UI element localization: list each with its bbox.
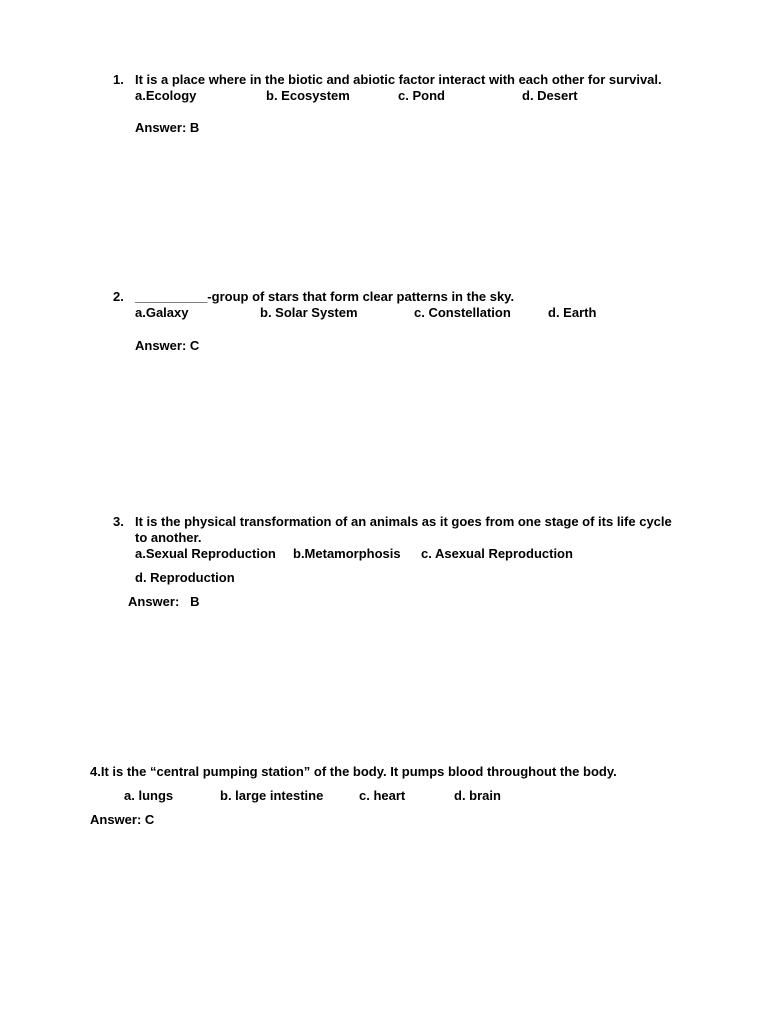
question-number: 2. [113, 289, 124, 304]
option-b: b. large intestine [220, 788, 324, 803]
option-d: d. Desert [522, 88, 578, 103]
option-b: b.Metamorphosis [293, 546, 401, 561]
option-d: d. Reproduction [135, 570, 235, 585]
question-text: 4.It is the “central pumping station” of the body. It pumps blood throughout the body. [90, 764, 617, 779]
option-a: a.Sexual Reproduction [135, 546, 276, 561]
question-text: __________-group of stars that form clear patterns in the sky. [135, 289, 515, 304]
option-a: a. lungs [124, 788, 174, 803]
answer: Answer: C [90, 812, 155, 827]
option-a: a.Ecology [135, 88, 197, 103]
option-c: c. Constellation [414, 305, 511, 320]
question-number: 3. [113, 514, 124, 529]
option-d: d. brain [454, 788, 501, 803]
option-a: a.Galaxy [135, 305, 189, 320]
option-b: b. Solar System [260, 305, 358, 320]
question-text: It is a place where in the biotic and abiotic factor interact with each other for survival. [135, 72, 662, 87]
question-text-line-1: It is the physical transformation of an animals as it goes from one stage of its life cycle [135, 514, 672, 529]
answer: Answer: B [128, 594, 200, 609]
question-number: 1. [113, 72, 124, 87]
option-c: c. heart [359, 788, 406, 803]
option-c: c. Pond [398, 88, 445, 103]
answer: Answer: C [135, 338, 200, 353]
option-c: c. Asexual Reproduction [421, 546, 573, 561]
question-text-line-2: to another. [135, 530, 202, 545]
option-b: b. Ecosystem [266, 88, 350, 103]
option-d: d. Earth [548, 305, 597, 320]
answer: Answer: B [135, 120, 200, 135]
